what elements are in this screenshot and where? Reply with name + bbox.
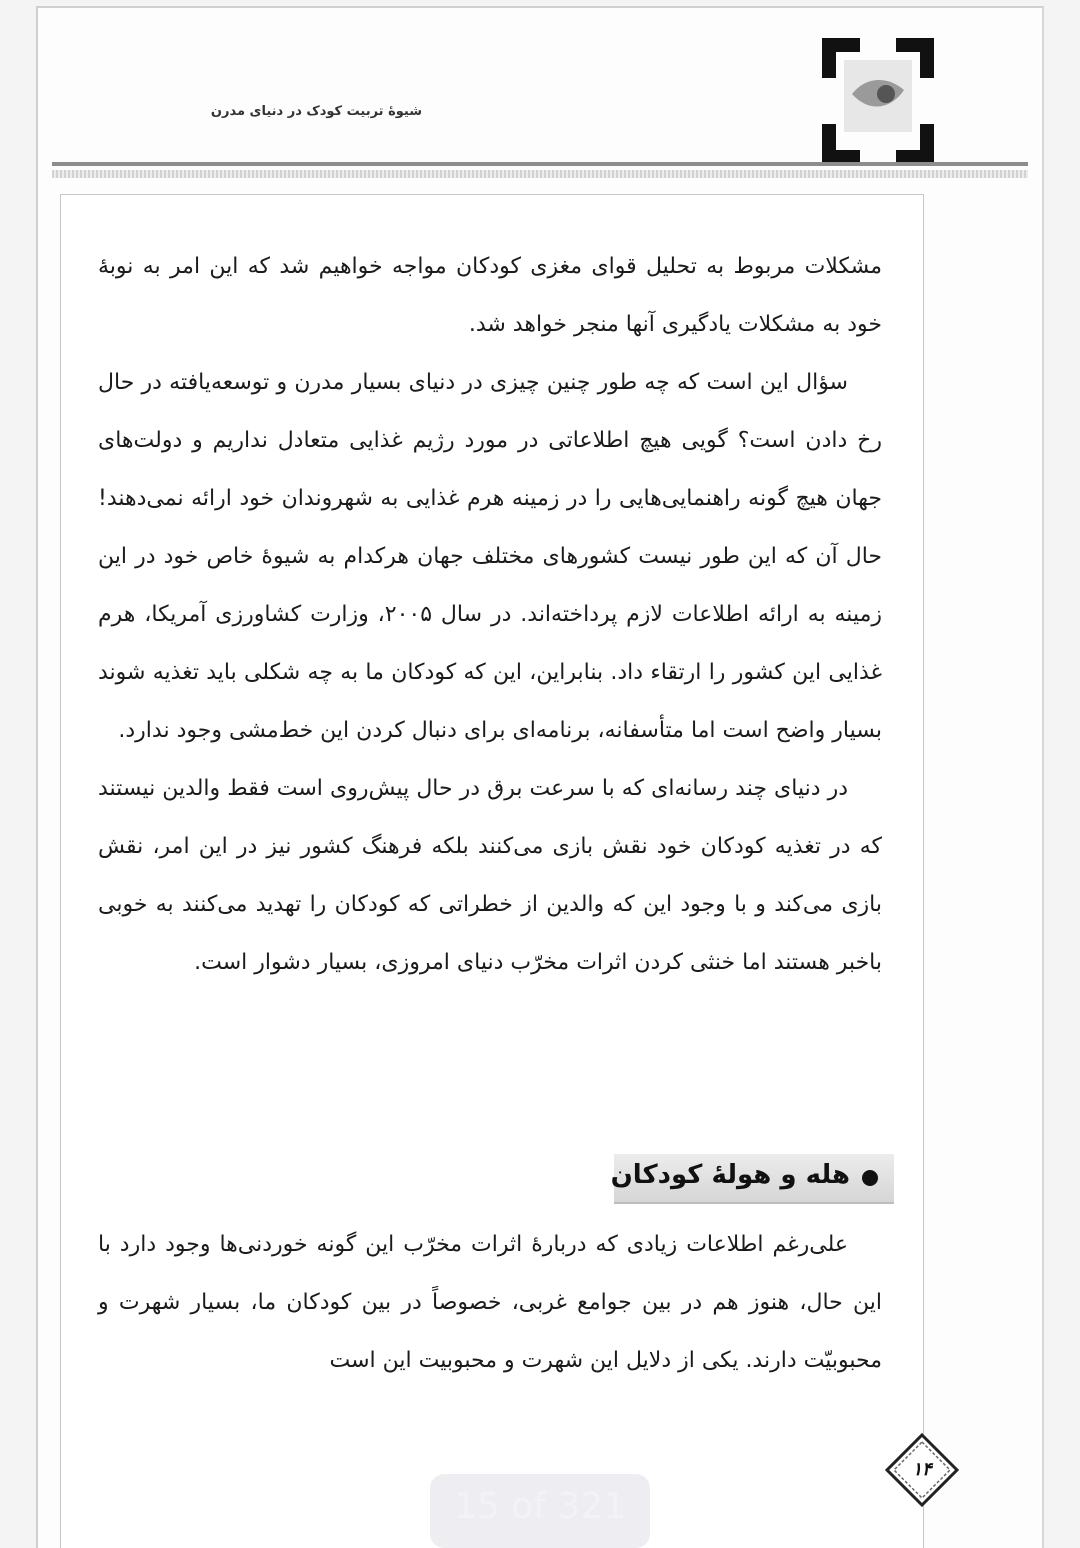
paragraph: در دنیای چند رسانه‌ای که با سرعت برق در حال پیش‌روی است فقط والدین نیستند که در تغذیه کودکان خود نقش بازی می‌کنند بلکه فرهنگ کشور نیز در این امر، نقش بازی می‌کند و با وجود این که والدین از خطراتی که کودکان را تهدید می‌کنند به خوبی باخبر هستند اما خنثی کردن اثرات مخرّب دنیای امروزی، بسیار دشوار است. [98, 776, 882, 975]
book-emblem-icon [818, 32, 938, 167]
section-title: هله و هولهٔ کودکان [610, 1160, 850, 1190]
book-page [36, 6, 1044, 1548]
header-rule [52, 162, 1028, 166]
header-rule-pattern [52, 170, 1028, 178]
paragraph: سؤال این است که چه طور چنین چیزی در دنیای بسیار مدرن و توسعه‌یافته در حال رخ دادن است؟ گویی هیچ اطلاعاتی در مورد رژیم غذایی متعادل نداریم و دولت‌های جهان هیچ گونه راهنمایی‌هایی را در زمینه هرم غذایی به شهروندان خود ارائه نمی‌دهند! حال آن که این طور نیست کشورهای مختلف جهان هرکدام به شیوهٔ خاص خود در این زمینه به ارائه اطلاعات لازم پرداخته‌اند. در سال ۲۰۰۵، وزارت کشاورزی آمریکا، هرم غذایی این کشور را ارتقاء داد. بنابراین، این که کودکان ما به چه شکلی باید تغذیه شوند بسیار واضح است اما متأسفانه، برنامه‌ای برای دنبال کردن این خط‌مشی وجود ندارد. [98, 370, 882, 743]
page-indicator[interactable] [430, 1474, 650, 1548]
paragraph: علی‌رغم اطلاعات زیادی که دربارهٔ اثرات مخرّب این گونه خوردنی‌ها وجود دارد با این حال، هنوز هم در بین جوامع غربی، خصوصاً در بین کودکان ما، بسیار شهرت و محبوبیّت دارند. یکی از دلایل این شهرت و محبوبیت این است [98, 1232, 882, 1373]
page-number: ۱۴ [912, 1459, 932, 1480]
paragraph: مشکلات مربوط به تحلیل قوای مغزی کودکان مواجه خواهیم شد که این امر به نوبهٔ خود به مشکلات یادگیری آنها منجر خواهد شد. [98, 254, 882, 337]
bullet-icon [862, 1170, 878, 1186]
running-head: شیوهٔ تربیت کودک در دنیای مدرن [210, 104, 422, 119]
body-text [98, 238, 882, 992]
section-text [98, 1216, 882, 1390]
page-indicator-label: 15 of 321 [453, 1486, 627, 1527]
page-number-badge [884, 1432, 960, 1508]
section-heading [610, 1154, 894, 1204]
